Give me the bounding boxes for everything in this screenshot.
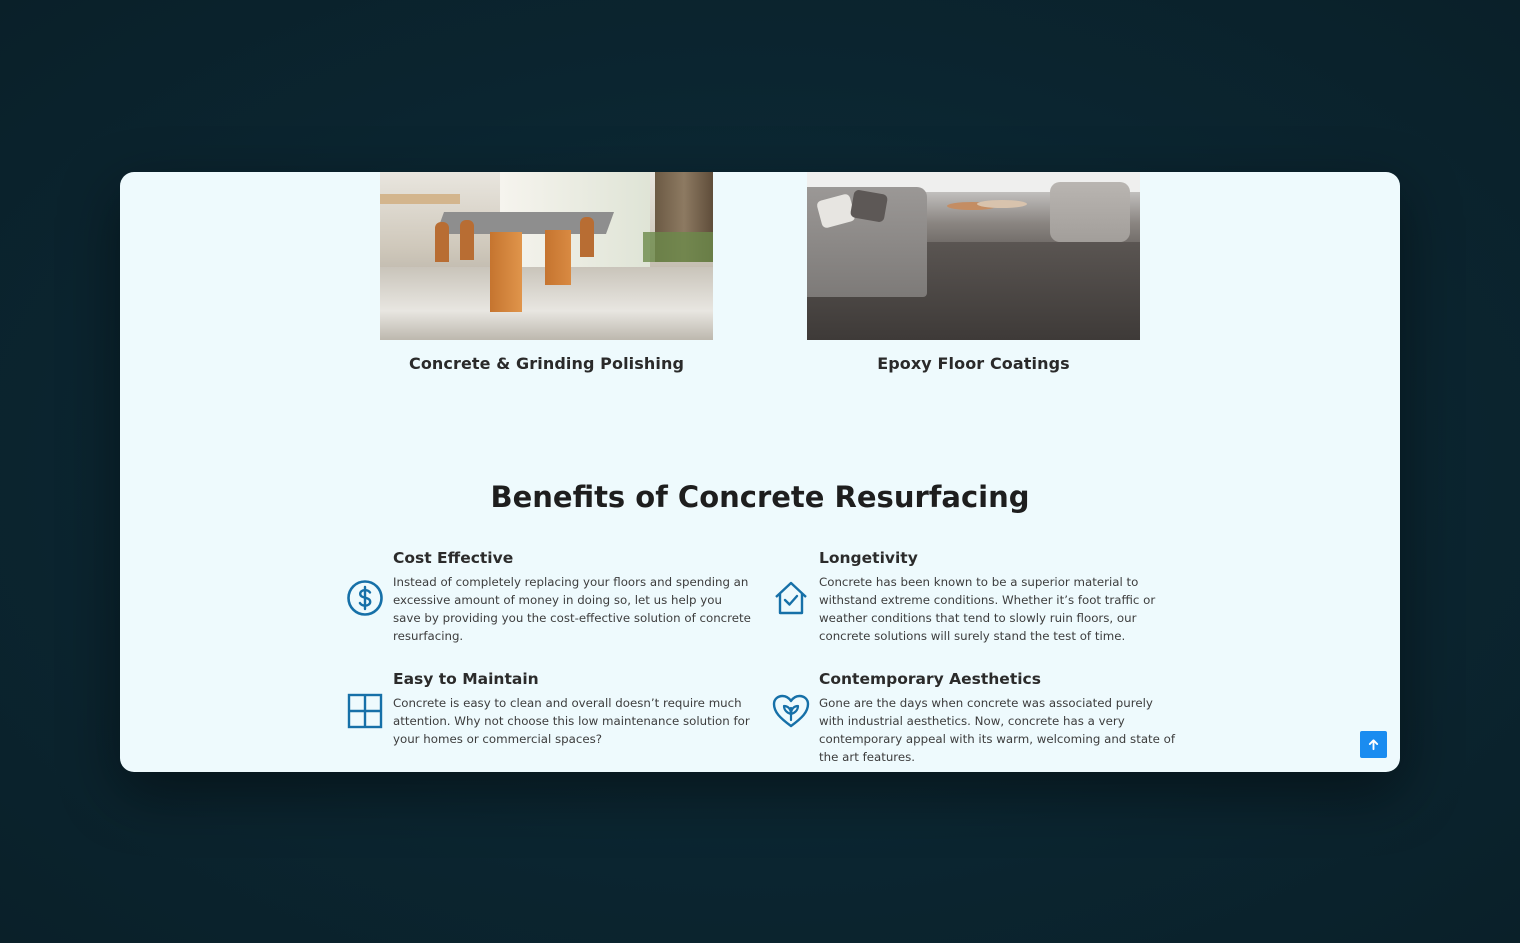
section-heading: Benefits of Concrete Resurfacing [490, 480, 1030, 514]
service-card-concrete-grinding[interactable] [380, 172, 713, 373]
grid-tiles-icon [346, 692, 384, 730]
benefit-title: Longetivity [819, 549, 918, 567]
benefit-description: Instead of completely replacing your floors and spending an excessive amount of money in doing so, let us help you save by providing you the cost-effective solution of concrete resurfacing. [393, 575, 751, 643]
benefit-title: Cost Effective [393, 549, 514, 567]
living-room-epoxy-floor-photo [807, 172, 1140, 340]
arrow-up-icon [1367, 738, 1380, 751]
scroll-to-top-button[interactable] [1360, 731, 1387, 758]
benefit-description: Gone are the days when concrete was associated purely with industrial aesthetics. Now, concrete has a very contemporary appeal with its warm, welcoming and state of the art features. [819, 696, 1176, 764]
content-card [120, 172, 1400, 772]
heart-leaf-icon [772, 692, 810, 730]
benefit-description: Concrete has been known to be a superior material to withstand extreme conditions. Whether it’s foot traffic or weather conditions that tend to slowly ruin floors, our concrete solutions will surely stand the test of time. [819, 575, 1156, 643]
benefit-description: Concrete is easy to clean and overall doesn’t require much attention. Why not choose this low maintenance solution for your homes or commercial spaces? [393, 696, 750, 746]
kitchen-concrete-floor-photo [380, 172, 713, 340]
benefit-title: Contemporary Aesthetics [819, 670, 1041, 688]
service-title[interactable]: Concrete & Grinding Polishing [408, 354, 685, 373]
house-check-icon [772, 579, 810, 617]
service-title[interactable]: Epoxy Floor Coatings [877, 354, 1070, 373]
benefit-title: Easy to Maintain [393, 670, 539, 688]
service-card-epoxy-floor[interactable] [807, 172, 1140, 373]
dollar-circle-icon [346, 579, 384, 617]
